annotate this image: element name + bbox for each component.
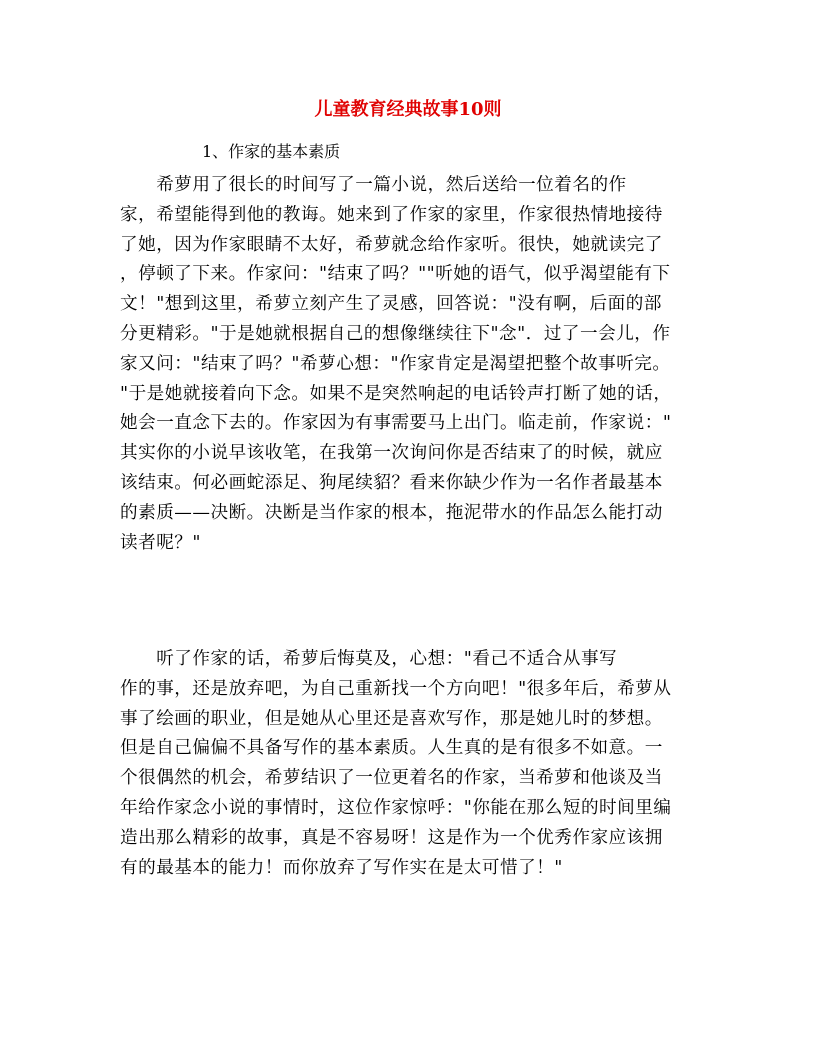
paragraph-line: 家又问："结束了吗？"希萝心想："作家肯定是渴望把整个故事听完。 — [120, 353, 671, 374]
paragraph-line: 作的事，还是放弃吧，为自己重新找一个方向吧！"很多年后，希萝从 — [120, 678, 672, 699]
document-title: 儿童教育经典故事10则 — [314, 99, 502, 120]
paragraph-line: ，停顿了下来。作家问："结束了吗？""听她的语气，似乎渴望能有下 — [120, 264, 671, 285]
section-heading: 1、作家的基本素质 — [202, 142, 341, 161]
paragraph-line: 事了绘画的职业，但是她从心里还是喜欢写作，那是她儿时的梦想。 — [120, 708, 663, 729]
paragraph-line: 个很偶然的机会，希萝结识了一位更着名的作家，当希萝和他谈及当 — [120, 768, 663, 789]
paragraph-line: 造出那么精彩的故事，真是不容易呀！这是作为一个优秀作家应该拥 — [120, 827, 663, 848]
paragraph-line: 的素质——决断。决断是当作家的根本，拖泥带水的作品怎么能打动 — [120, 502, 663, 523]
paragraph-line: 年给作家念小说的事情时，这位作家惊呼："你能在那么短的时间里编 — [120, 797, 672, 818]
paragraph-line: 听了作家的话，希萝后悔莫及，心想："看己不适合从事写 — [120, 649, 618, 669]
paragraph-line: 文！"想到这里，希萝立刻产生了灵感，回答说："没有啊，后面的部 — [120, 294, 662, 315]
paragraph-line: 她会一直念下去的。作家因为有事需要马上出门。临走前，作家说：" — [120, 413, 672, 434]
paragraph-line: 分更精彩。"于是她就根据自己的想像继续往下"念"．过了一会儿，作 — [120, 323, 671, 344]
paragraph-2 — [120, 645, 700, 883]
paragraph-line: 该结束。何必画蛇添足、狗尾续貂？看来你缺少作为一名作者最基本 — [120, 472, 663, 493]
paragraph-line: "于是她就接着向下念。如果不是突然响起的电话铃声打断了她的话， — [120, 383, 672, 404]
paragraph-1 — [120, 171, 700, 558]
paragraph-line: 其实你的小说早该收笔，在我第一次询问你是否结束了的时候，就应 — [120, 443, 663, 464]
paragraph-line: 但是自己偏偏不具备写作的基本素质。人生真的是有很多不如意。一 — [120, 738, 663, 759]
paragraph-line: 了她，因为作家眼睛不太好，希萝就念给作家听。很快，她就读完了 — [120, 234, 663, 255]
paragraph-line: 读者呢？" — [120, 532, 201, 553]
paragraph-line: 希萝用了很长的时间写了一篇小说，然后送给一位着名的作 — [120, 175, 627, 195]
paragraph-line: 家，希望能得到他的教诲。她来到了作家的家里，作家很热情地接待 — [120, 204, 663, 225]
paragraph-line: 有的最基本的能力！而你放弃了写作实在是太可惜了！" — [120, 857, 563, 878]
